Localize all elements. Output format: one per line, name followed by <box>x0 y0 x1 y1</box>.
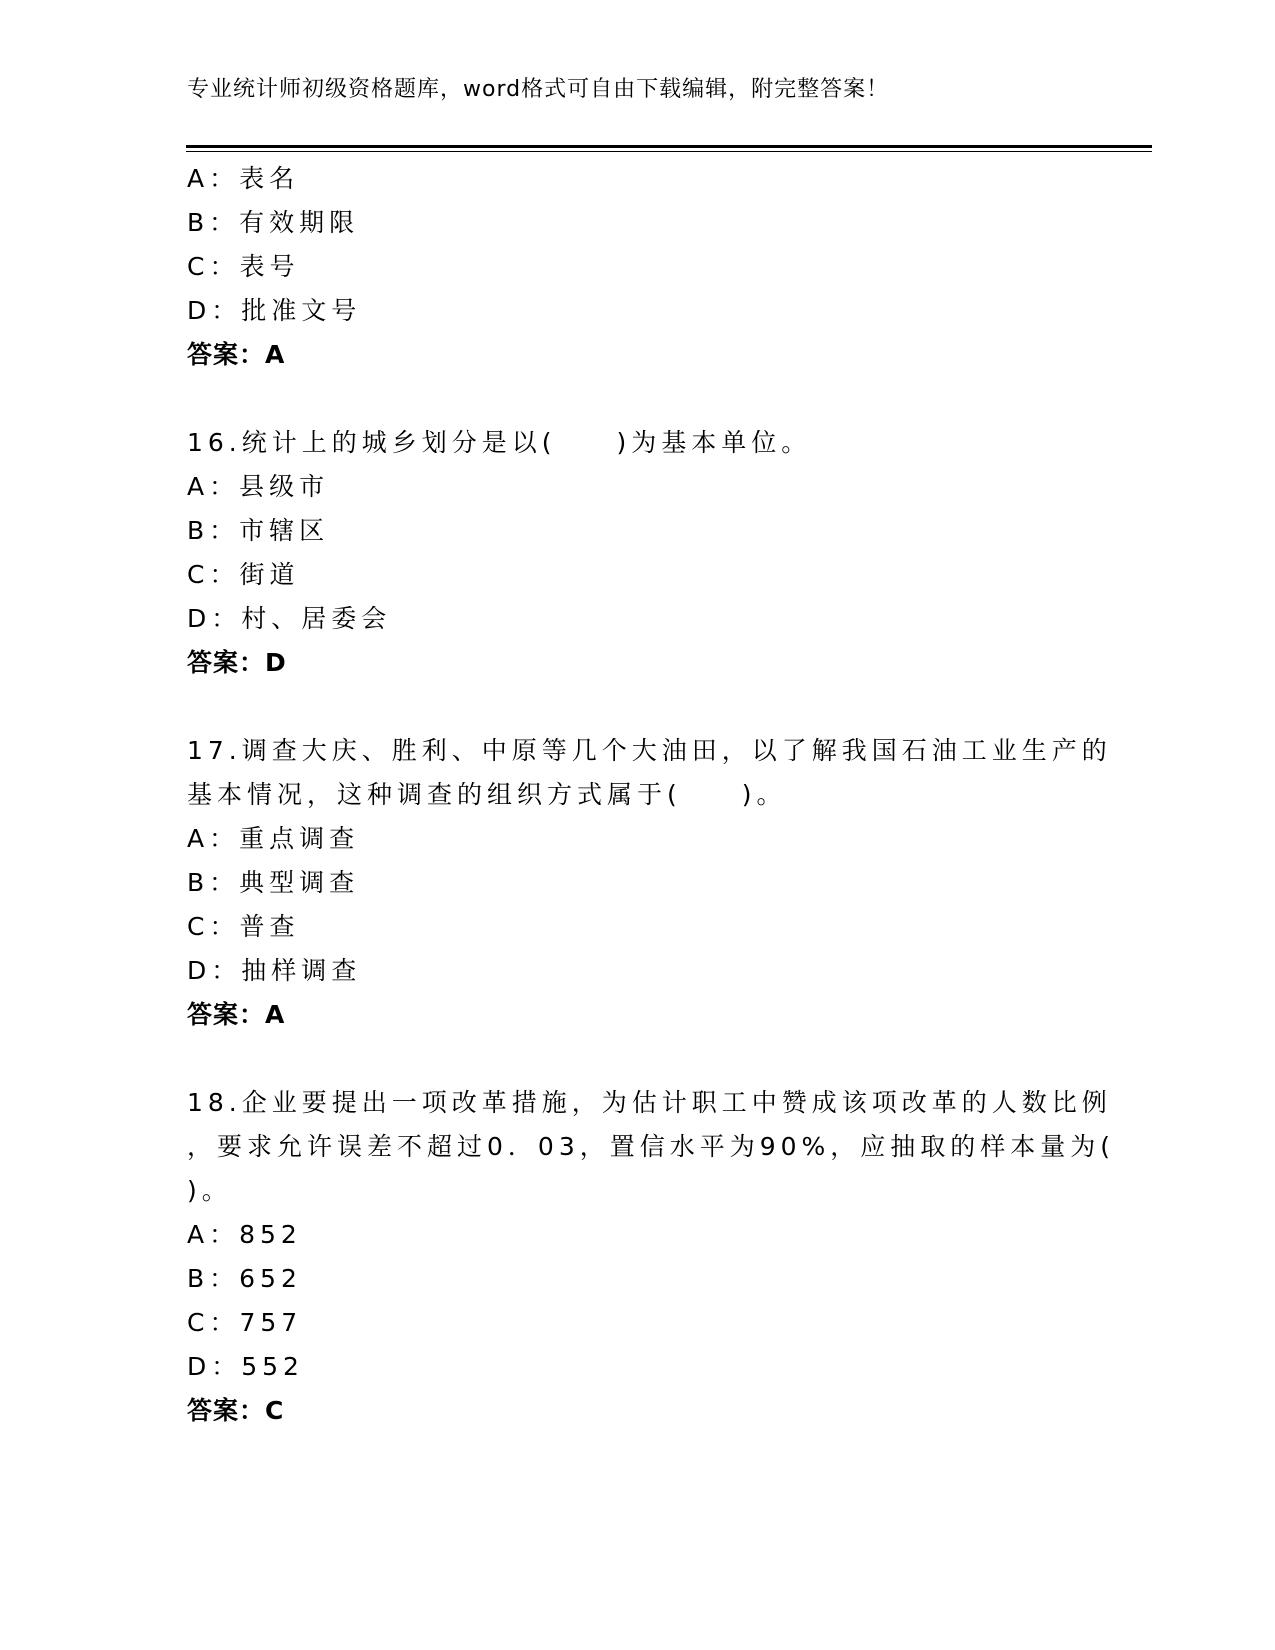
answer-line: 答案：C <box>187 1396 285 1425</box>
answer-line: 答案：A <box>187 340 286 369</box>
option-c: C：街道 <box>187 560 300 589</box>
header-rule-thin <box>186 151 1152 152</box>
option-d: D：抽样调查 <box>187 956 362 985</box>
question-stem-line-1: 17.调查大庆、胜利、中原等几个大油田，以了解我国石油工业生产的 <box>187 736 1112 765</box>
header-rule-thick <box>186 145 1152 148</box>
option-a: A：852 <box>187 1220 302 1249</box>
option-c: C：757 <box>187 1308 303 1337</box>
option-a: A：表名 <box>187 164 300 193</box>
question-stem-line-2: 基本情况，这种调查的组织方式属于( )。 <box>187 780 787 809</box>
option-d: D：552 <box>187 1352 304 1381</box>
option-c: C：表号 <box>187 252 300 281</box>
question-stem-line-1: 18.企业要提出一项改革措施，为估计职工中赞成该项改革的人数比例 <box>187 1088 1112 1117</box>
option-a: A：重点调查 <box>187 824 360 853</box>
option-b: B：典型调查 <box>187 868 360 897</box>
question-stem-line-2: ，要求允许误差不超过0．03，置信水平为90%，应抽取的样本量为( <box>187 1132 1116 1161</box>
option-c: C：普查 <box>187 912 300 941</box>
option-d: D：村、居委会 <box>187 604 392 633</box>
answer-line: 答案：A <box>187 1000 286 1029</box>
option-b: B：市辖区 <box>187 516 330 545</box>
option-b: B：有效期限 <box>187 208 360 237</box>
answer-line: 答案：D <box>187 648 287 677</box>
option-d: D：批准文号 <box>187 296 362 325</box>
header-title: 专业统计师初级资格题库，word格式可自由下载编辑，附完整答案！ <box>187 77 890 102</box>
question-stem-line-3: )。 <box>187 1176 232 1205</box>
option-b: B：652 <box>187 1264 302 1293</box>
option-a: A：县级市 <box>187 472 330 501</box>
question-stem: 16.统计上的城乡划分是以( )为基本单位。 <box>187 428 812 457</box>
